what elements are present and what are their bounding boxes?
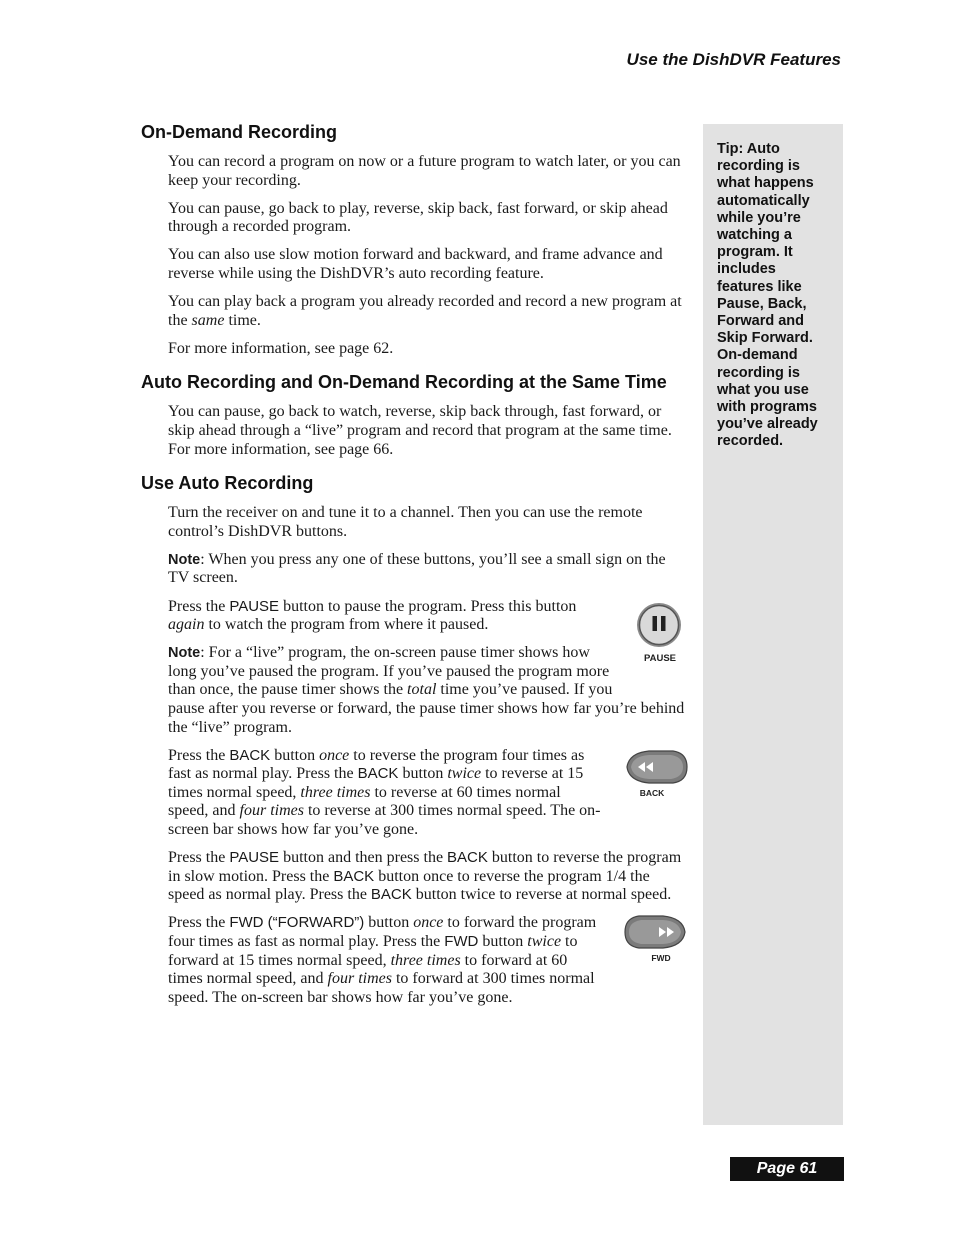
rewind-icon [623,747,689,799]
tip-sidebar [703,124,843,1125]
fwd-button-illustration [623,912,689,970]
svg-text:FWD: FWD [651,953,671,964]
pause-button-illustration [633,600,689,672]
paragraph: Press the FWD (“FORWARD”) button once to forward the program four times as fast as normal play. Press the FWD button twice to forward at 15 times normal speed, three times to forward at 60 times normal speed, and four times to forward at 300 times normal speed. The on-screen bar shows how far you’ve gone. [168,914,597,1006]
svg-text:BACK: BACK [639,787,665,798]
svg-text:PAUSE: PAUSE [643,652,677,664]
paragraph: Turn the receiver on and tune it to a channel. Then you can use the remote control’s DishDVR buttons. [168,504,643,540]
sidebar-tip-text: Tip: Auto recording is what happens automatically while you’re watching a program. It includes features like Pause, Back, Forward and Skip Forward. On-demand recording is what you use with programs you’ve already recorded. [717,141,818,450]
pause-block [168,598,689,738]
pause-icon [633,600,689,666]
paragraph: You can record a program on now or a future program to watch later, or you can keep your recording. [168,153,681,189]
paragraph: Press the BACK button once to reverse the program four times as fast as normal play. Press the BACK button twice to reverse at 15 times normal speed, three times to reverse at 60 times normal speed, and four times to reverse at 300 times normal speed. The on-screen bar shows how far you’ve gone. [168,746,601,839]
paragraph: You can pause, go back to play, reverse, skip back, fast forward, or skip ahead through a recorded program. [168,199,668,236]
paragraph: Press the PAUSE button and then press the BACK button to reverse the program in slow motion. Press the BACK button once to reverse the program 1/4 the speed as normal play. Press the BACK button twice to reverse at normal speed. [168,849,682,904]
section-heading: Auto Recording and On-Demand Recording at the Same Time [141,372,667,393]
section-heading: On-Demand Recording [141,122,338,142]
back-button-illustration [623,747,689,805]
section-on-demand [141,122,689,358]
note: Note: For a “live” program, the on-screen pause timer shows how long you’ve paused the program. If you’ve paused the program more than once, the pause timer shows the total time you’ve paused. If you pause after you reverse or forward, the pause timer shows how far you’re behind the “live” program. [168,644,685,736]
paragraph: Press the PAUSE button to pause the program. Press this button again to watch the program from where it paused. [168,597,577,634]
page-number-badge: Page 61 [730,1157,844,1181]
paragraph: For more information, see page 62. [168,339,394,357]
paragraph: You can also use slow motion forward and backward, and frame advance and reverse while using the DishDVR’s auto recording feature. [168,246,663,282]
main-content [141,122,689,1021]
paragraph: You can pause, go back to watch, reverse, skip back through, fast forward, or skip ahead through a “live” program and record that program at the same time. For more information, see page 66. [168,403,672,458]
fast-forward-icon [623,912,689,964]
section-heading: Use Auto Recording [141,473,314,494]
section-use-auto [141,473,689,1007]
note: Note: When you press any one of these buttons, you’ll see a small sign on the TV screen. [168,550,666,587]
section-auto-and-on-demand [141,372,689,459]
page-header-title: Use the DishDVR Features [626,50,841,69]
back-block [168,747,689,840]
paragraph: You can play back a program you already recorded and record a new program at the same time. [168,293,682,329]
fwd-block [168,914,689,1007]
